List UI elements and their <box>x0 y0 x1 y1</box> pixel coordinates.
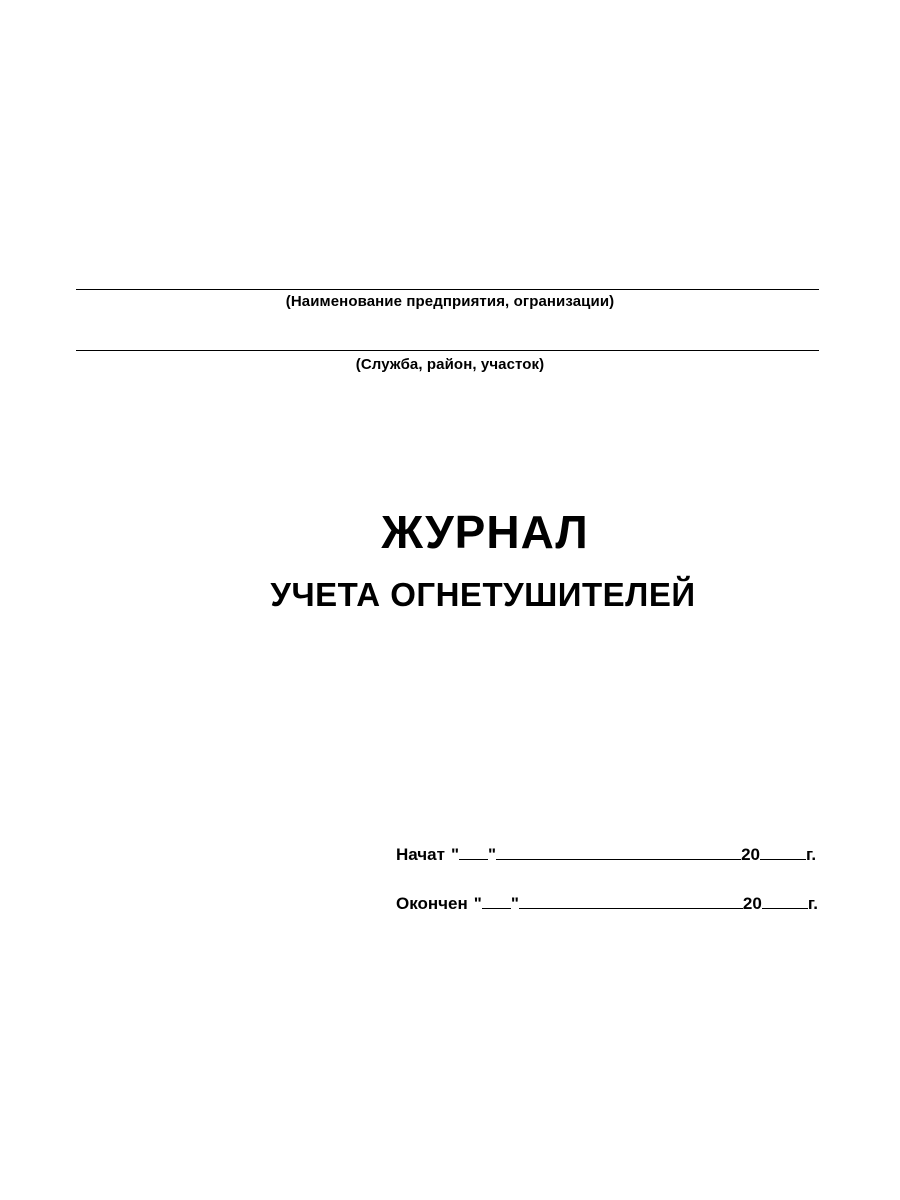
end-quote-open: " <box>473 894 482 913</box>
end-month-blank <box>519 894 743 909</box>
start-year-suffix: г. <box>806 845 817 864</box>
start-year-blank <box>760 845 806 860</box>
end-day-blank <box>482 894 511 909</box>
end-date-label: Окончен <box>396 894 468 913</box>
department-line <box>76 350 819 351</box>
start-year-prefix: 20 <box>741 845 761 864</box>
journal-title: ЖУРНАЛ <box>381 506 589 558</box>
start-date-label: Начат <box>396 845 445 864</box>
start-day-blank <box>459 845 488 860</box>
end-year-prefix: 20 <box>742 894 762 913</box>
journal-subtitle: УЧЕТА ОГНЕТУШИТЕЛЕЙ <box>270 576 696 613</box>
end-year-blank <box>762 894 808 909</box>
start-month-blank <box>496 845 741 860</box>
end-quote-close: " <box>510 894 519 913</box>
start-quote-close: " <box>488 845 497 864</box>
end-year-suffix: г. <box>807 894 818 913</box>
organization-name-line <box>76 289 819 290</box>
start-date-line <box>396 845 816 865</box>
start-quote-open: " <box>450 845 460 864</box>
department-caption: (Служба, район, участок) <box>355 356 545 373</box>
organization-caption: (Наименование предприятия, огранизации) <box>285 293 615 310</box>
end-date-line <box>396 894 818 914</box>
